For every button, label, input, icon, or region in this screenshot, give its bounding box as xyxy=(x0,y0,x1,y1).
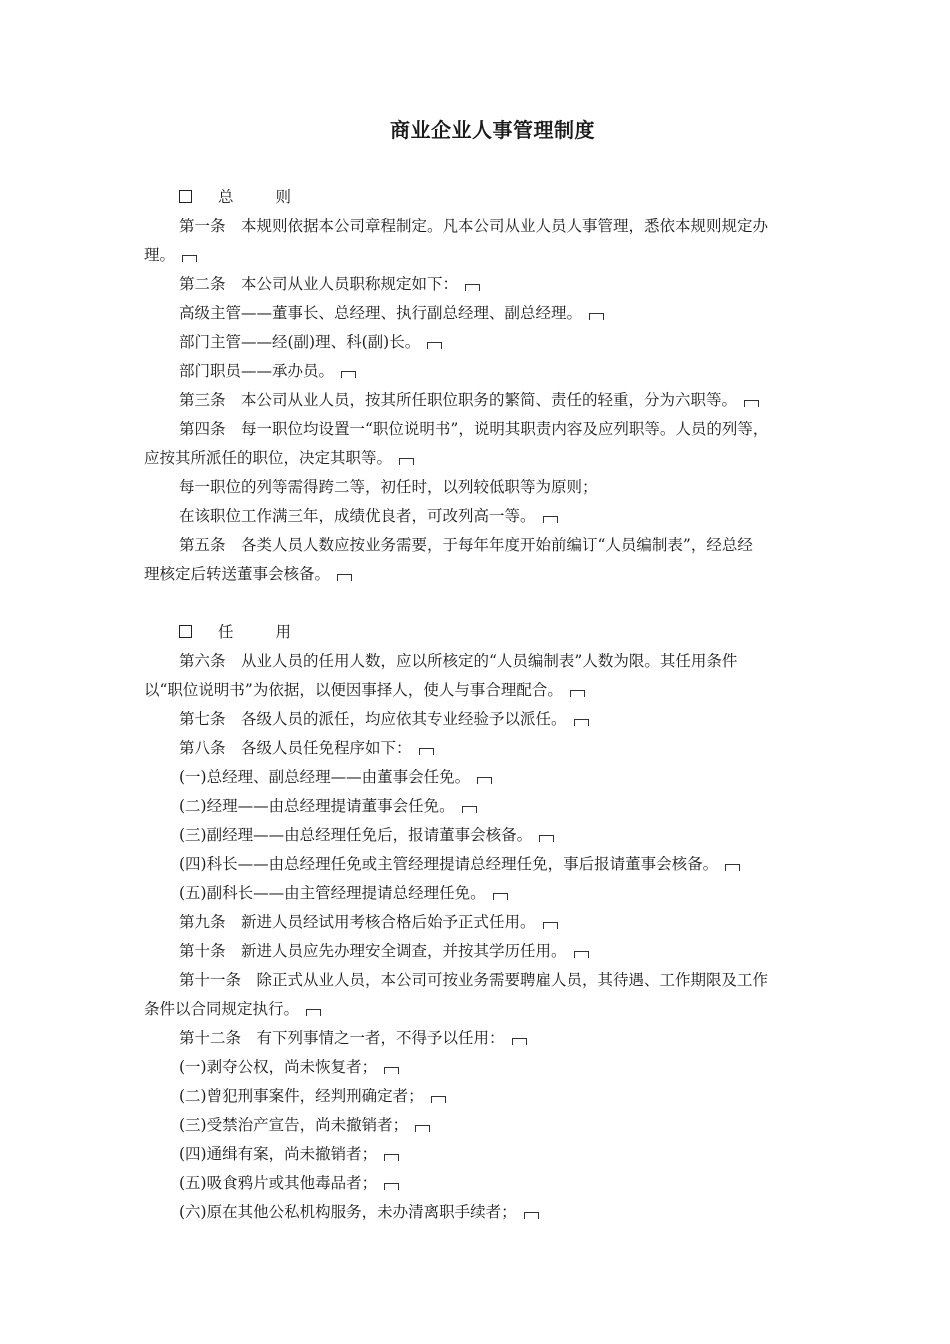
paragraph-mark-icon xyxy=(477,777,492,784)
paragraph-mark-icon xyxy=(384,1154,399,1161)
section-heading-char: 总 xyxy=(218,188,234,206)
paragraph-text: 第二条 本公司从业人员职称规定如下： xyxy=(179,275,459,293)
paragraph-line xyxy=(144,270,816,299)
paragraph-mark-icon xyxy=(524,1212,539,1219)
paragraph-mark-icon xyxy=(539,835,554,842)
paragraph-mark-icon xyxy=(570,690,585,697)
paragraph-mark-icon xyxy=(493,893,508,900)
paragraph-line xyxy=(144,763,816,792)
paragraph-line xyxy=(144,328,816,357)
paragraph-text: 第四条 每一职位均设置一“职位说明书”，说明其职责内容及应列职等。人员的列等， xyxy=(179,420,769,438)
paragraph-mark-icon xyxy=(543,922,558,929)
checkbox-square-icon xyxy=(179,190,192,203)
paragraph-text: 条件以合同规定执行。 xyxy=(144,1000,300,1018)
paragraph-mark-icon xyxy=(462,806,477,813)
paragraph-mark-icon xyxy=(431,1096,446,1103)
paragraph-mark-icon xyxy=(182,255,197,262)
paragraph-line xyxy=(144,415,816,444)
paragraph-mark-icon xyxy=(341,371,356,378)
paragraph-line xyxy=(144,995,816,1024)
paragraph-line xyxy=(144,676,816,705)
paragraph-text: 每一职位的列等需得跨二等，初任时，以列较低职等为原则； xyxy=(179,478,598,496)
paragraph-mark-icon xyxy=(384,1067,399,1074)
paragraph-mark-icon xyxy=(744,400,759,407)
paragraph-line xyxy=(144,531,816,560)
paragraph-text: (五)吸食鸦片或其他毒品者； xyxy=(179,1174,378,1192)
paragraph-line xyxy=(144,386,816,415)
paragraph-line xyxy=(144,1111,816,1140)
paragraph-line xyxy=(144,1053,816,1082)
paragraph-mark-icon xyxy=(337,574,352,581)
paragraph-line xyxy=(144,908,816,937)
section-heading-char: 则 xyxy=(275,188,292,206)
paragraph-line xyxy=(144,502,816,531)
paragraph-text: 第八条 各级人员任免程序如下： xyxy=(179,739,412,757)
paragraph-mark-icon xyxy=(384,1183,399,1190)
paragraph-text: 第六条 从业人员的任用人数，应以所核定的“人员编制表”人数为限。其任用条件 xyxy=(179,652,738,670)
paragraph-mark-icon xyxy=(306,1009,321,1016)
paragraph-text: 部门职员——承办员。 xyxy=(179,362,335,380)
section-heading xyxy=(144,618,816,647)
paragraph-text: 第五条 各类人员人数应按业务需要，于每年年度开始前编订“人员编制表”，经总经 xyxy=(179,536,753,554)
paragraph-text: (三)副经理——由总经理任免后，报请董事会核备。 xyxy=(179,826,533,844)
paragraph-line xyxy=(144,937,816,966)
paragraph-line xyxy=(144,821,816,850)
paragraph-mark-icon xyxy=(465,284,480,291)
paragraph-mark-icon xyxy=(574,951,589,958)
paragraph-text: 第三条 本公司从业人员，按其所任职位职务的繁简、责任的轻重，分为六职等。 xyxy=(179,391,738,409)
paragraph-line xyxy=(144,850,816,879)
paragraph-text: 第十二条 有下列事情之一者，不得予以任用： xyxy=(179,1029,505,1047)
paragraph-line xyxy=(144,879,816,908)
paragraph-text: 高级主管——董事长、总经理、执行副总经理、副总经理。 xyxy=(179,304,583,322)
section-spacer xyxy=(144,589,816,618)
paragraph-line xyxy=(144,1082,816,1111)
paragraph-text: 理。 xyxy=(144,246,176,264)
paragraph-text: 应按其所派任的职位，决定其职等。 xyxy=(144,449,393,467)
paragraph-text: 第一条 本规则依据本公司章程制定。凡本公司从业人员人事管理，悉依本规则规定办 xyxy=(179,217,769,235)
paragraph-text: (一)剥夺公权，尚未恢复者； xyxy=(179,1058,378,1076)
checkbox-square-icon xyxy=(179,625,192,638)
paragraph-line xyxy=(144,1169,816,1198)
paragraph-text: 理核定后转送董事会核备。 xyxy=(144,565,331,583)
paragraph-mark-icon xyxy=(427,342,442,349)
paragraph-line xyxy=(144,473,816,502)
section-heading-char: 用 xyxy=(275,623,292,641)
paragraph-text: 第九条 新进人员经试用考核合格后始予正式任用。 xyxy=(179,913,536,931)
paragraph-text: 在该职位工作满三年，成绩优良者，可改列高一等。 xyxy=(179,507,536,525)
paragraph-line xyxy=(144,1024,816,1053)
section-heading-char: 任 xyxy=(218,623,234,641)
paragraph-line xyxy=(144,357,816,386)
paragraph-text: (四)通缉有案，尚未撤销者； xyxy=(179,1145,378,1163)
paragraph-line xyxy=(144,966,816,995)
paragraph-line xyxy=(144,444,816,473)
paragraph-mark-icon xyxy=(512,1038,527,1045)
paragraph-text: 以“职位说明书”为依据，以便因事择人，使人与事合理配合。 xyxy=(144,681,563,699)
paragraph-text: 第十条 新进人员应先办理安全调查，并按其学历任用。 xyxy=(179,942,567,960)
paragraph-text: 第七条 各级人员的派任，均应依其专业经验予以派任。 xyxy=(179,710,567,728)
section-heading xyxy=(144,183,816,212)
paragraph-mark-icon xyxy=(725,864,740,871)
paragraph-text: (二)曾犯刑事案件，经判刑确定者； xyxy=(179,1087,424,1105)
paragraph-text: 第十一条 除正式从业人员，本公司可按业务需要聘雇人员，其待遇、工作期限及工作 xyxy=(179,971,769,989)
paragraph-line xyxy=(144,299,816,328)
paragraph-line xyxy=(144,212,816,241)
paragraph-text: (二)经理——由总经理提请董事会任免。 xyxy=(179,797,455,815)
paragraph-line xyxy=(144,792,816,821)
paragraph-text: (三)受禁治产宣告，尚未撤销者； xyxy=(179,1116,409,1134)
paragraph-text: 部门主管——经(副)理、科(副)长。 xyxy=(179,333,421,351)
paragraph-text: (六)原在其他公私机构服务，未办清离职手续者； xyxy=(179,1203,517,1221)
paragraph-mark-icon xyxy=(574,719,589,726)
document-title: 商业企业人事管理制度 xyxy=(390,118,595,142)
paragraph-text: (四)科长——由总经理任免或主管经理提请总经理任免，事后报请董事会核备。 xyxy=(179,855,719,873)
paragraph-line xyxy=(144,560,816,589)
paragraph-mark-icon xyxy=(419,748,434,755)
paragraph-mark-icon xyxy=(589,313,604,320)
paragraph-line xyxy=(144,241,816,270)
paragraph-line xyxy=(144,1140,816,1169)
paragraph-text: (五)副科长——由主管经理提请总经理任免。 xyxy=(179,884,486,902)
paragraph-mark-icon xyxy=(543,516,558,523)
paragraph-line xyxy=(144,647,816,676)
paragraph-text: (一)总经理、副总经理——由董事会任免。 xyxy=(179,768,471,786)
paragraph-mark-icon xyxy=(399,458,414,465)
document-body xyxy=(144,183,816,1227)
paragraph-line xyxy=(144,1198,816,1227)
paragraph-line xyxy=(144,705,816,734)
paragraph-mark-icon xyxy=(415,1125,430,1132)
paragraph-line xyxy=(144,734,816,763)
